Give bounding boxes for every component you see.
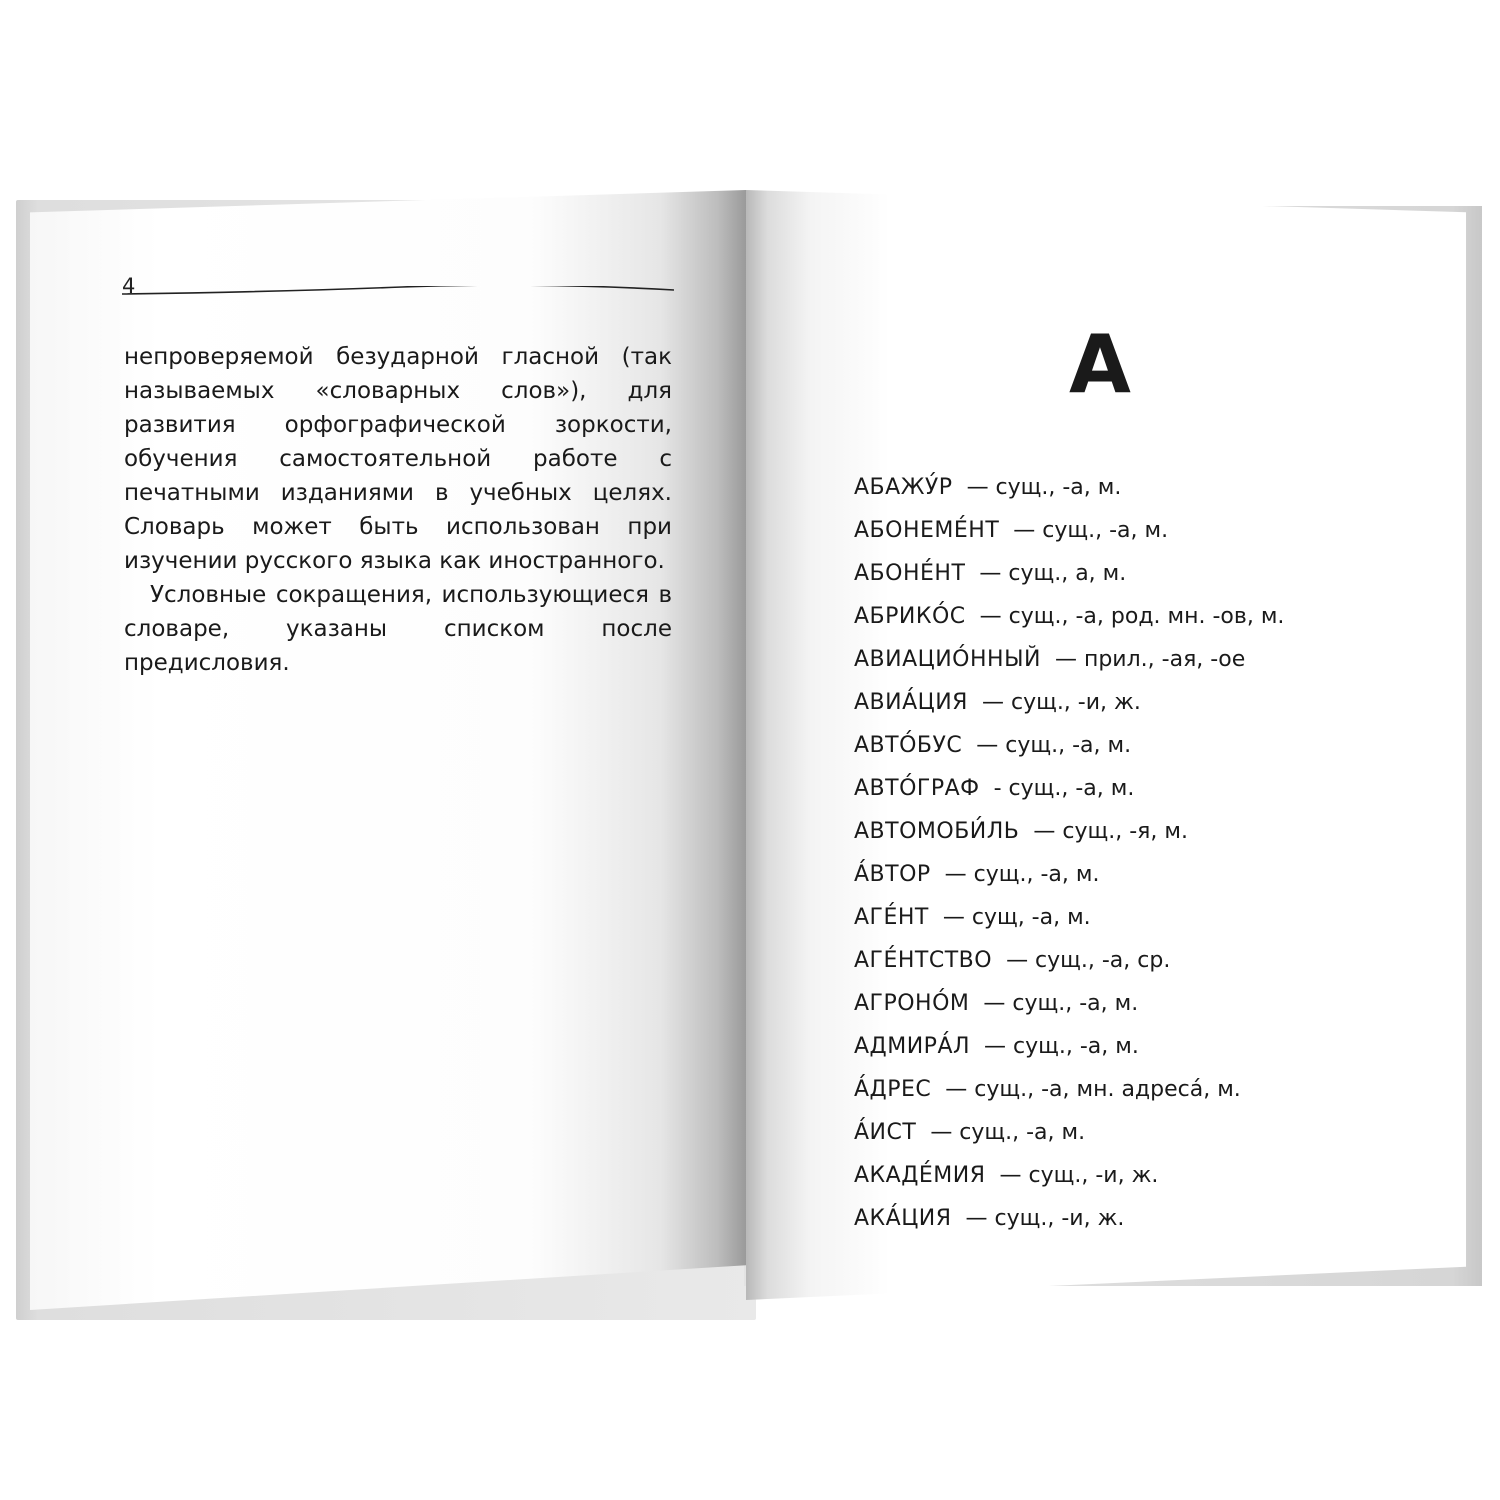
header-rule — [122, 286, 674, 300]
entry-word: АВТОМОБИ́ЛЬ — [854, 819, 1020, 844]
entry-word: А́ИСТ — [854, 1120, 917, 1145]
entry-grammar: — сущ., -а, м. — [944, 862, 1100, 887]
dictionary-entry — [854, 466, 1454, 509]
entry-word: АБОНЕМЕ́НТ — [854, 518, 1000, 543]
entry-grammar: — сущ., -а, род. мн. -ов, м. — [979, 604, 1285, 629]
entry-word: АКАДЕ́МИЯ — [854, 1163, 986, 1188]
entry-word: А́ВТОР — [854, 862, 931, 887]
page-number: 4 — [122, 274, 136, 298]
dictionary-entry — [854, 509, 1454, 552]
entry-grammar: — сущ., -а, м. — [976, 733, 1132, 758]
entry-grammar: — сущ., -а, ср. — [1006, 948, 1171, 973]
dictionary-entry — [854, 552, 1454, 595]
entry-grammar: — сущ., -а, м. — [983, 991, 1139, 1016]
dictionary-entry — [854, 1111, 1454, 1154]
dictionary-entry — [854, 1154, 1454, 1197]
dictionary-entry — [854, 1025, 1454, 1068]
dictionary-entry — [854, 853, 1454, 896]
dictionary-entry — [854, 896, 1454, 939]
dictionary-entry — [854, 982, 1454, 1025]
preface-text — [124, 340, 672, 680]
dictionary-entry — [854, 1068, 1454, 1111]
dictionary-entry — [854, 681, 1454, 724]
entry-word: АГРОНО́М — [854, 991, 970, 1016]
entry-word: АГЕ́НТ — [854, 905, 929, 930]
dictionary-entry — [854, 939, 1454, 982]
entry-grammar: — сущ, -а, м. — [942, 905, 1091, 930]
entry-word: АБОНЕ́НТ — [854, 561, 966, 586]
entry-word: АКА́ЦИЯ — [854, 1206, 952, 1231]
entry-grammar: - сущ., -а, м. — [993, 776, 1135, 801]
entry-word: АДМИРА́Л — [854, 1034, 971, 1059]
entry-word: АВТО́ГРАФ — [854, 776, 980, 801]
entry-grammar: — сущ., -а, м. — [1013, 518, 1169, 543]
entry-grammar: — сущ., -а, мн. адреса́, м. — [945, 1077, 1241, 1102]
entry-word: А́ДРЕС — [854, 1077, 932, 1102]
entry-word: АБРИКО́С — [854, 604, 966, 629]
dictionary-entry — [854, 767, 1454, 810]
entry-grammar: — прил., -ая, -ое — [1054, 647, 1246, 672]
section-letter: А — [1069, 318, 1131, 411]
entry-word: АБАЖУ́Р — [854, 475, 953, 500]
preface-paragraph: непроверяемой безударной гласной (так называемых «словарных слов»), для развития орфографической зоркости, обучения самостоятельной работе с печатными изданиями в учебных целях. Словарь может быть использован при изучении русского языка как иностранного. — [124, 344, 672, 574]
entry-grammar: — сущ., -и, ж. — [965, 1206, 1125, 1231]
entry-grammar: — сущ., -а, м. — [984, 1034, 1139, 1059]
entry-grammar: — сущ., -а, м. — [966, 475, 1122, 500]
entry-grammar: — сущ., а, м. — [979, 561, 1127, 586]
dictionary-entry — [854, 1197, 1454, 1240]
dictionary-entries — [854, 466, 1454, 1240]
dictionary-entry — [854, 810, 1454, 853]
entry-grammar: — сущ., -и, ж. — [999, 1163, 1159, 1188]
entry-word: АВТО́БУС — [854, 733, 963, 758]
entry-word: АГЕ́НТСТВО — [854, 948, 993, 973]
dictionary-entry — [854, 595, 1454, 638]
entry-grammar: — сущ., -а, м. — [930, 1120, 1086, 1145]
entry-word: АВИАЦИО́ННЫЙ — [854, 647, 1041, 672]
entry-grammar: — сущ., -я, м. — [1033, 819, 1188, 844]
dictionary-entry — [854, 724, 1454, 767]
dictionary-entry — [854, 638, 1454, 681]
preface-paragraph: Условные сокращения, использующиеся в словаре, указаны списком после предисловия. — [124, 582, 672, 676]
entry-grammar: — сущ., -и, ж. — [981, 690, 1141, 715]
entry-word: АВИА́ЦИЯ — [854, 690, 968, 715]
